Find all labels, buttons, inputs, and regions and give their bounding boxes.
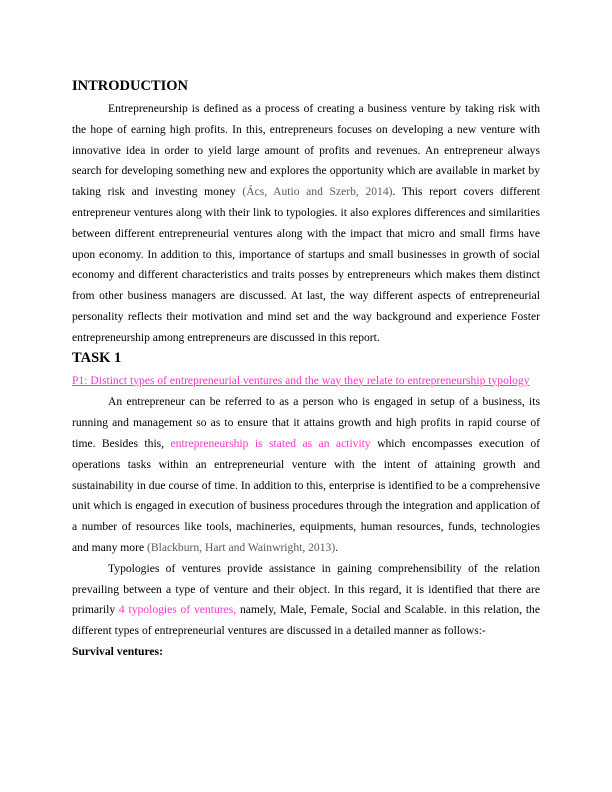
citation-blackburn-2013: (Blackburn, Hart and Wainwright, 2013) [147,540,336,554]
p1-subheading-link[interactable]: P1: Distinct types of entrepreneurial ventures and the way they relate to entrepreneurship typology [72,373,530,387]
task1-p1-part3: . [335,540,339,554]
highlight-activity: entrepreneurship is stated as an activity [170,436,371,450]
task1-p2-part2: namely, Male, Female, Social and Scalable. in this relation, the different types of entrepreneurial ventures are discussed in a detailed manner as follows:- [72,603,540,638]
citation-acs-2014: (Ács, Autio and Szerb, 2014) [242,185,393,199]
task1-paragraph-2 [72,559,540,642]
introduction-heading: INTRODUCTION [72,78,189,94]
task1-paragraph-1 [72,392,540,558]
highlight-typologies: 4 typologies of ventures, [118,603,237,617]
introduction-paragraph [72,99,540,349]
p1-subheading [72,371,540,392]
task1-heading: TASK 1 [72,349,122,366]
task1-p1-part2: which encompasses execution of operations tasks within an entrepreneurial venture with the intent of attaining growth and sustainability in due course of time. In addition to this, enterprise is identified to be a comprehensive unit which is engaged in execution of business procedures through the integration and application of a number of resources like tools, machineries, equipments, human resources, funds, technologies and many more [72,436,540,554]
introduction-text-end: . This report covers different entrepreneur ventures along with their link to typologies. it also explores differences and similarities between different entrepreneurial ventures along with the impact that micro and small firms have upon economy. In addition to this, importance of startups and small businesses in growth of social economy and different characteristics and traits posses by entrepreneurs which makes them distinct from other business managers are discussed. At last, the way different aspects of entrepreneurial personality reflects their motivation and mind set and the way background and experience Foster entrepreneurship among entrepreneurs are discussed in this report. [72,185,540,344]
task1-p1-part1: An entrepreneur can be referred to as a person who is engaged in setup of a business, its running and management so as to ensure that it attains growth and high profits in rapid course of time. Besides this, [72,395,540,450]
introduction-text-start: Entrepreneurship is defined as a process of creating a business venture by taking risk with the hope of earning high profits. In this, entrepreneurs focuses on developing a new venture with innovative idea in order to yield large amount of profits and revenues. An entrepreneur always search for developing something new and explores the opportunity which are available in market by taking risk and investing money [72,102,540,199]
survival-ventures-heading: Survival ventures: [72,644,163,658]
task1-p2-part1: Typologies of ventures provide assistance in gaining comprehensibility of the relation prevailing between a type of venture and their object. In this regard, it is identified that there are primarily [72,561,540,617]
